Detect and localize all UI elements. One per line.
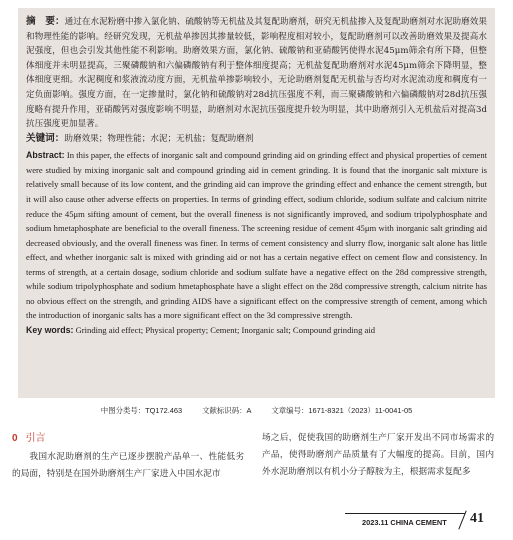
- cn-keywords-text: 助磨效果；物理性能；水泥；无机盐；复配助磨剂: [64, 133, 254, 144]
- cn-abstract-text: 通过在水泥粉磨中掺入氯化钠、硫酸钠等无机盐及其复配助磨剂，研究无机盐掺入及复配助磨剂对水泥助磨效果和物理性能的影响。经研究发现，无机盐单掺因其掺量较低，影响程度相对较小，复配助磨剂可以改善助磨效果及提高水泥强度，但也会引发其他性能不利影响。助磨效果方面，氯化钠、硫酸钠和亚硝酸钙使得水泥45μm筛余有所下降，但整体细度并未明显提高，三聚磷酸钠和六偏磷酸钠有利于整体细度提高；无机盐复配助磨剂对水泥45μm筛余下降明显，整体细度更细。水泥稠度和浆液流动度方面，无机盐单掺影响较小，无论助磨剂复配无机盐与否均对水泥流动度和稠度有一定负面影响。强度方面，在一定掺量时，氯化钠和硫酸钠对28d抗压强度不利，而三聚磷酸钠和六偏磷酸钠对28d抗压强度略有提升作用，亚硝酸钙对强度影响不明显，助磨剂对水泥抗压强度提升较为明显，其中助磨剂引入无机盐后对提高3d抗压强度更加显著。: [26, 17, 487, 130]
- en-keywords-label: Key words:: [26, 324, 74, 335]
- en-abstract-label: Abstract:: [26, 150, 65, 161]
- section-number: 0: [12, 433, 18, 444]
- cn-keywords-label: 关键词：: [26, 132, 65, 144]
- journal-reference: 2023.11 CHINA CEMENT: [362, 518, 447, 527]
- footer-rule: [345, 513, 465, 514]
- intro-paragraph-right: 场之后，促使我国的助磨剂生产厂家开发出不同市场需求的产品，使得助磨剂产品质量有了大幅度的提高。目前，国内外水泥助磨剂以有机小分子醇胺为主，根据需求复配多: [262, 433, 494, 478]
- clc-number: 中图分类号：TQ172.463: [100, 406, 183, 415]
- document-code: 文献标识码：A: [202, 406, 252, 415]
- page-number: 41: [470, 511, 484, 526]
- en-keywords-text: Grinding aid effect; Physical property; Cement; Inorganic salt; Compound grinding aid: [75, 324, 376, 335]
- cn-keywords: [26, 132, 487, 147]
- en-abstract-text: In this paper, the effects of inorganic salt and compound grinding aid on grinding effect and physical properties of cement were studied by mixing inorganic salt and compound grinding aid in cement grinding. It is found that the inorganic salt mixture is relatively small because of its low content, and the grinding aid can improve the grinding effect and enhance the cement strength, but it will also cause other adverse effects on properties. In terms of grinding effect, sodium chloride, sodium sulfate and calcium nitrite reduce the 45μm sifting amount of cement, but the overall fineness is not significantly improved, and sodium tripolyphosphate and sodium hmetaphosphate are beneficial to the overall fineness. The screening residue of cement 45μm with inorganic salt grinding aid decreased obviously, and the overall fineness was finer. In terms of cement consistency and slurry flow, inorganic salt alone has little effect, and whether inorganic salt is mixed with grinding aid or not has a certain negative effect on cement flow and consistency. In terms of strength, at a certain dosage, sodium chloride and sodium sulfate have a negative effect on the 28d compressive strength, while sodium tripolyphosphate and sodium hmetaphosphate have a slight effect on the 28d compressive strength, calcium nitrite has no obvious effect on the strength, and grinding AIDS have a significant effect on the compressive strength of cement, among which the introduction of inorganic salts has a more significant effect on the 3d compressive strength.: [26, 150, 488, 321]
- section-heading: [12, 430, 244, 447]
- en-keywords: [26, 323, 487, 337]
- en-abstract: [26, 148, 487, 323]
- intro-paragraph-left: 我国水泥助磨剂的生产已逐步摆脱产品单一、性能低劣的局面，特别是在国外助磨剂生产厂家进入中国水泥市: [12, 452, 244, 480]
- body-column-left: [12, 430, 244, 484]
- article-meta: [0, 405, 513, 416]
- article-number: 文章编号：1671-8321（2023）11-0041-05: [271, 406, 413, 415]
- abstract-box: [18, 8, 495, 398]
- section-title: 引言: [25, 433, 46, 444]
- cn-abstract-label: 摘 要：: [26, 16, 65, 27]
- cn-abstract: [26, 15, 487, 132]
- body-column-right: [262, 430, 494, 482]
